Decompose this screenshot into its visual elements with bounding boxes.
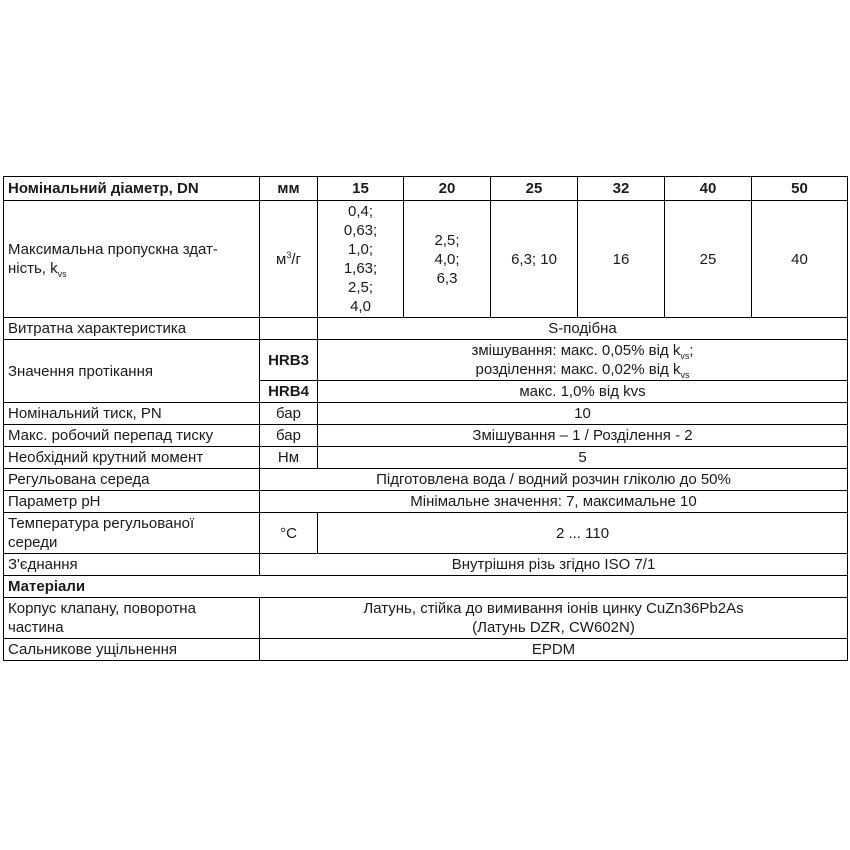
leakage-hrb3-row (4, 340, 848, 381)
temp-label: Температура регульованої середи (4, 513, 260, 554)
gland-label: Сальникове ущільнення (4, 639, 260, 661)
dp-value: Змішування – 1 / Розділення - 2 (318, 425, 848, 447)
materials-heading: Матеріали (4, 576, 848, 598)
dn-40: 40 (665, 177, 752, 201)
leakage-hrb3-model: HRB3 (260, 340, 318, 381)
torque-row (4, 447, 848, 469)
kvs-unit: $м^3/г$ (260, 201, 318, 318)
torque-label: Необхідний крутний момент (4, 447, 260, 469)
ph-row (4, 491, 848, 513)
connection-value: Внутрішня різь згідно ISO 7/1 (260, 554, 848, 576)
kvs-dn32: 16 (578, 201, 665, 318)
kvs-dn20: 2,5; 4,0; 6,3 (404, 201, 491, 318)
kvs-dn15: 0,4; 0,63; 1,0; 1,63; 2,5; 4,0 (318, 201, 404, 318)
leakage-label: Значення протікання (4, 340, 260, 403)
gland-value: EPDM (260, 639, 848, 661)
body-material-row (4, 598, 848, 639)
medium-value: Підготовлена вода / водний розчин гліколю до 50% (260, 469, 848, 491)
torque-unit: Нм (260, 447, 318, 469)
body-material-value: Латунь, стійка до вимивання іонів цинку CuZn36Pb2As (Латунь DZR, CW602N) (260, 598, 848, 639)
header-label: Номінальний діаметр, DN (4, 177, 260, 201)
kvs-dn25: 6,3; 10 (491, 201, 578, 318)
leakage-hrb4-value: макс. 1,0% від kvs (318, 381, 848, 403)
header-row (4, 177, 848, 201)
temp-value: 2 ... 110 (318, 513, 848, 554)
dn-50: 50 (752, 177, 848, 201)
connection-label: З'єднання (4, 554, 260, 576)
pn-unit: бар (260, 403, 318, 425)
flow-char-label: Витратна характеристика (4, 318, 260, 340)
medium-label: Регульована середа (4, 469, 260, 491)
dp-row (4, 425, 848, 447)
temp-row (4, 513, 848, 554)
ph-label: Параметр pH (4, 491, 260, 513)
kvs-dn50: 40 (752, 201, 848, 318)
kvs-row (4, 201, 848, 318)
dp-unit: бар (260, 425, 318, 447)
pn-value: 10 (318, 403, 848, 425)
connection-row (4, 554, 848, 576)
dp-label: Макс. робочий перепад тиску (4, 425, 260, 447)
header-unit: мм (260, 177, 318, 201)
gland-row (4, 639, 848, 661)
temp-unit: °C (260, 513, 318, 554)
leakage-hrb3-value: змішування: макс. 0,05% від $k_{vs}$; розділення: макс. 0,02% від $k_{vs}$ (318, 340, 848, 381)
pn-row (4, 403, 848, 425)
dn-20: 20 (404, 177, 491, 201)
torque-value: 5 (318, 447, 848, 469)
spec-table (3, 176, 848, 661)
dn-25: 25 (491, 177, 578, 201)
body-material-label: Корпус клапану, поворотна частина (4, 598, 260, 639)
dn-32: 32 (578, 177, 665, 201)
medium-row (4, 469, 848, 491)
dn-15: 15 (318, 177, 404, 201)
kvs-label: Максимальна пропускна здат- ність, $k_{vs}$ (4, 201, 260, 318)
kvs-dn40: 25 (665, 201, 752, 318)
leakage-hrb4-model: HRB4 (260, 381, 318, 403)
ph-value: Мінімальне значення: 7, максимальне 10 (260, 491, 848, 513)
materials-heading-row (4, 576, 848, 598)
flow-char-row (4, 318, 848, 340)
flow-char-value: S-подібна (318, 318, 848, 340)
pn-label: Номінальний тиск, PN (4, 403, 260, 425)
